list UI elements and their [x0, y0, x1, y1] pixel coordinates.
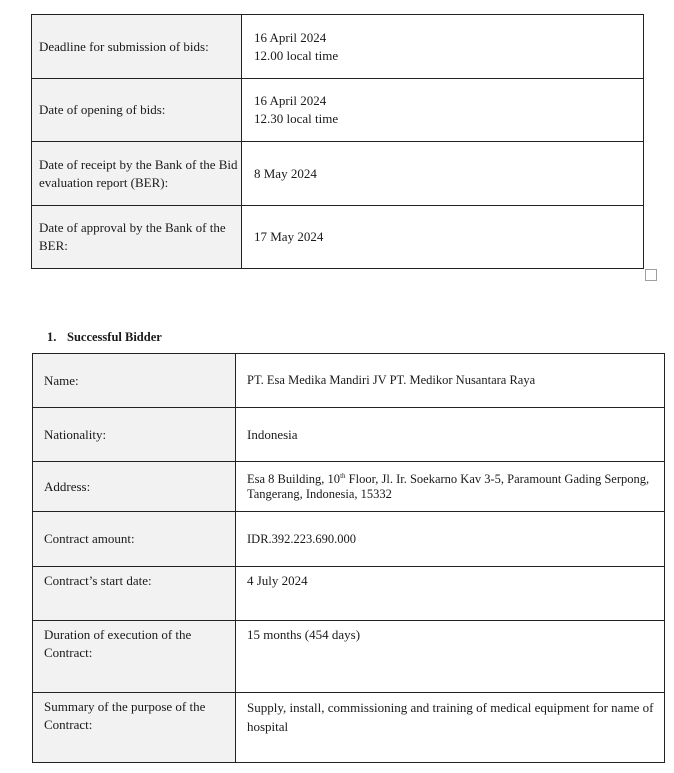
summary-value: Supply, install, commissioning and training of medical equipment for name of hospital: [236, 693, 665, 763]
opening-time: 12.30 local time: [254, 111, 339, 126]
address-value: [236, 462, 665, 512]
successful-bidder-table: [32, 353, 665, 763]
table-row: [32, 206, 644, 269]
table-row: [33, 512, 665, 567]
name-label: Name:: [33, 354, 236, 408]
ber-approval-label: Date of approval by the Bank of the BER:: [32, 206, 242, 269]
table-row: [33, 462, 665, 512]
address-label: Address:: [33, 462, 236, 512]
name-value: PT. Esa Medika Mandiri JV PT. Medikor Nusantara Raya: [236, 354, 665, 408]
table-row: [33, 354, 665, 408]
opening-date: 16 April 2024: [254, 93, 327, 108]
nationality-label: Nationality:: [33, 408, 236, 462]
end-of-table-marker: [645, 269, 657, 281]
address-part-2: Floor, Jl. Ir. Soekarno Kav 3-5, Paramount Gading Serpong, Tangerang, Indonesia, 15332: [247, 471, 650, 501]
table-row: [33, 621, 665, 693]
section-number: 1.: [47, 330, 57, 344]
deadline-date: 16 April 2024: [254, 29, 327, 45]
section-heading: [47, 330, 162, 345]
table-row: [32, 79, 644, 142]
start-date-value: 4 July 2024: [236, 567, 665, 621]
opening-value: [242, 79, 644, 142]
ber-approval-value: 17 May 2024: [242, 206, 644, 269]
table-row: [32, 15, 644, 79]
deadline-label: Deadline for submission of bids:: [32, 15, 242, 79]
ber-receipt-label: Date of receipt by the Bank of the Bid evaluation report (BER):: [32, 142, 242, 206]
summary-label: Summary of the purpose of the Contract:: [33, 693, 236, 763]
contract-amount-value: IDR.392.223.690.000: [236, 512, 665, 567]
section-title: Successful Bidder: [67, 330, 162, 344]
bid-dates-table: [31, 14, 644, 269]
nationality-value: Indonesia: [236, 408, 665, 462]
table-row: [33, 567, 665, 621]
table-row: [33, 693, 665, 763]
table-row: [32, 142, 644, 206]
contract-amount-label: Contract amount:: [33, 512, 236, 567]
duration-label: Duration of execution of the Contract:: [33, 621, 236, 693]
ber-receipt-value: 8 May 2024: [242, 142, 644, 206]
deadline-value: [242, 15, 644, 79]
opening-label: Date of opening of bids:: [32, 79, 242, 142]
table-row: [33, 408, 665, 462]
duration-value: 15 months (454 days): [236, 621, 665, 693]
address-superscript: th: [340, 471, 346, 480]
start-date-label: Contract’s start date:: [33, 567, 236, 621]
address-part-1: Esa 8 Building, 10: [247, 471, 341, 486]
deadline-time: 12.00 local time: [254, 47, 339, 63]
